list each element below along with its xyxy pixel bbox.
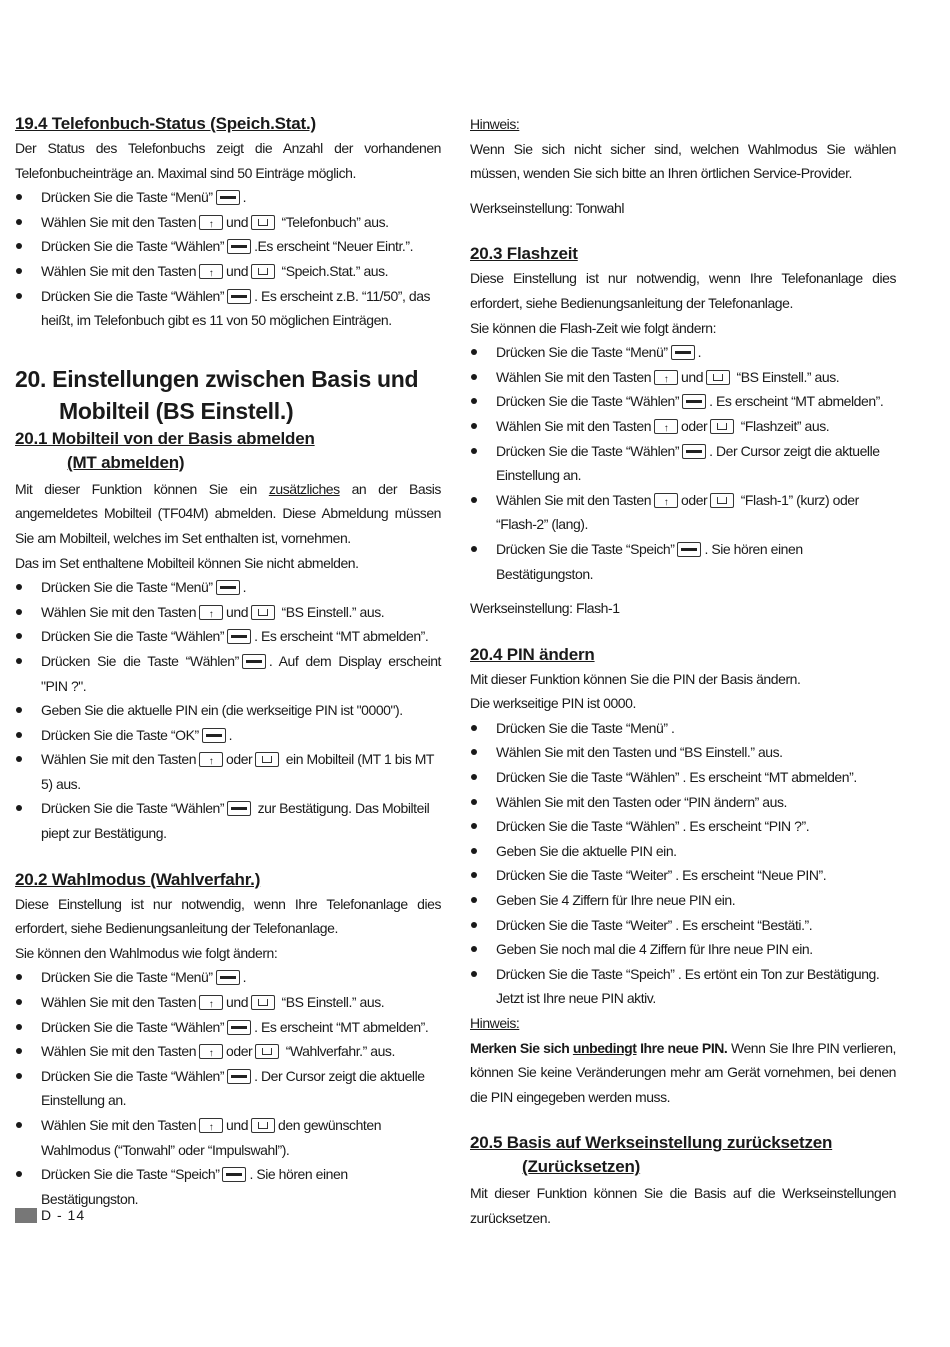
soft-key-icon [227, 1020, 251, 1035]
section-20-title [15, 363, 441, 427]
up-key-icon [199, 752, 223, 767]
soft-key-icon [216, 580, 240, 595]
list-item: Drücken Sie die Taste “Wählen” . Es erscheint “MT abmelden”. [15, 624, 441, 649]
section-19-4-list [15, 185, 441, 333]
list-item: Wählen Sie mit den Tasten↑ oder “Flash-1” (kurz) oder “Flash-2” (lang). [470, 488, 896, 537]
section-20-3-default: Werkseinstellung: Flash-1 [470, 600, 620, 617]
soft-key-icon [677, 542, 701, 557]
list-item: Wählen Sie mit den Tasten↑ und “Speich.Stat.” aus. [15, 259, 441, 284]
soft-key-icon [227, 801, 251, 816]
soft-key-icon [227, 629, 251, 644]
section-20-2-list [15, 965, 441, 1211]
list-item: Drücken Sie die Taste “Weiter” . Es erscheint “Neue PIN”. [470, 863, 896, 888]
list-item: Wählen Sie mit den Tasten↑ und “Telefonbuch” aus. [15, 210, 441, 235]
section-20-3-intro: Diese Einstellung ist nur notwendig, wenn Ihre Telefonanlage dies erfordert, siehe Bedienungsanleitung der Telefonanlage. [470, 270, 896, 311]
list-item: Drücken Sie die Taste “Wählen” . Der Cursor zeigt die aktuelle Einstellung an. [470, 439, 896, 488]
list-item: Drücken Sie die Taste “Wählen” . Es erscheint “PIN ?”. [470, 814, 896, 839]
note-1-default: Werkseinstellung: Tonwahl [470, 199, 624, 216]
list-item: Drücken Sie die Taste “Wählen” . Der Cursor zeigt die aktuelle Einstellung an. [15, 1064, 441, 1113]
section-19-4-intro: Der Status des Telefonbuchs zeigt die Anzahl der vorhandenen Telefonbucheinträge an. Maximal sind 50 Einträge möglich. [15, 140, 441, 181]
phonebook-key-icon [251, 1118, 275, 1133]
phonebook-key-icon [255, 1044, 279, 1059]
section-20-5-intro: Mit dieser Funktion können Sie die Basis auf die Werkseinstellungen zurücksetzen. [470, 1185, 896, 1226]
section-20-4-intro: Mit dieser Funktion können Sie die PIN der Basis ändern. [470, 670, 801, 687]
soft-key-icon [682, 444, 706, 459]
list-item: Drücken Sie die Taste “Speich” . Sie hören einen Bestätigungston. [470, 537, 896, 586]
section-20-1-title: 20.1 Mobilteil von der Basis abmelden (MT abmelden) [15, 428, 315, 472]
note-1-label: Hinweis: [470, 116, 520, 132]
page-number: D - 14 [41, 1207, 86, 1223]
note-2-label: Hinweis: [470, 1015, 520, 1031]
section-20-3-intro2: Sie können die Flash-Zeit wie folgt ändern: [470, 319, 717, 336]
list-item: Drücken Sie die Taste “Wählen” .Es erscheint “Neuer Eintr.”. [15, 234, 441, 259]
list-item: Wählen Sie mit den Tasten↑ oder “Wahlverfahr.” aus. [15, 1039, 441, 1064]
section-20-4-list [470, 716, 896, 1011]
section-20-2-title: 20.2 Wahlmodus (Wahlverfahr.) [15, 869, 261, 889]
list-item: Wählen Sie mit den Tasten↑ oder “Flashzeit” aus. [470, 414, 896, 439]
list-item: Wählen Sie mit den Tasten↑ und “BS Einstell.” aus. [470, 365, 896, 390]
list-item: Wählen Sie mit den Tasten↑ und “BS Einstell.” aus. [15, 600, 441, 625]
up-key-icon [199, 995, 223, 1010]
soft-key-icon [216, 190, 240, 205]
note-2-text: Merken Sie sich unbedingt Ihre neue PIN. Wenn Sie Ihre PIN verlieren, können Sie keine Veränderungen mehr am Gerät vornehmen, bei denen die PIN eingegeben werden muss. [470, 1039, 896, 1105]
list-item: Drücken Sie die Taste “Menü” . [470, 340, 896, 365]
soft-key-icon [202, 728, 226, 743]
left-column [15, 112, 441, 1211]
soft-key-icon [227, 239, 251, 254]
section-20-3-list [470, 340, 896, 586]
list-item: Wählen Sie mit den Tasten↑ und “BS Einstell.” aus. [15, 990, 441, 1015]
list-item: Wählen Sie mit den Tasten↑ oder ein Mobilteil (MT 1 bis MT 5) aus. [15, 747, 441, 796]
soft-key-icon [216, 970, 240, 985]
phonebook-key-icon [251, 215, 275, 230]
soft-key-icon [682, 394, 706, 409]
list-item: Geben Sie die aktuelle PIN ein. [470, 839, 896, 864]
section-20-4-intro2: Die werkseitige PIN ist 0000. [470, 695, 636, 712]
section-20-1-intro: Mit dieser Funktion können Sie ein zusätzliches an der Basis angemeldetes Mobilteil (TF04M) abmelden. Diese Abmeldung müssen Sie am Mobilteil, welches im Set enthalten ist, vornehmen. [15, 480, 441, 546]
page-footer [15, 1207, 85, 1223]
list-item: Geben Sie die aktuelle PIN ein (die werkseitige PIN ist "0000"). [15, 698, 441, 723]
phonebook-key-icon [710, 419, 734, 434]
section-20-1-list [15, 575, 441, 846]
section-19-4-title: 19.4 Telefonbuch-Status (Speich.Stat.) [15, 114, 316, 133]
phonebook-key-icon [251, 605, 275, 620]
note-1-text: Wenn Sie sich nicht sicher sind, welchen Wahlmodus Sie wählen müssen, wenden Sie sich bitte an Ihren örtlichen Service-Provider. [470, 140, 896, 182]
list-item: Drücken Sie die Taste “Menü” . [15, 575, 441, 600]
section-20-title-line2: Mobilteil (BS Einstell.) [59, 397, 294, 424]
list-item: Drücken Sie die Taste “Wählen” . Es erscheint “MT abmelden”. [470, 389, 896, 414]
section-20-1-intro2: Das im Set enthaltene Mobilteil können Sie nicht abmelden. [15, 554, 359, 571]
soft-key-icon [242, 654, 266, 669]
list-item: Drücken Sie die Taste “Speich” . Sie hören einen Bestätigungston. [15, 1162, 441, 1211]
list-item: Drücken Sie die Taste “Speich” . Es ertönt ein Ton zur Bestätigung. Jetzt ist Ihre neue PIN aktiv. [470, 962, 896, 1011]
section-20-2-intro2: Sie können den Wahlmodus wie folgt ändern: [15, 944, 278, 961]
list-item: Wählen Sie mit den Tasten oder “PIN ändern” aus. [470, 790, 896, 815]
phonebook-key-icon [255, 752, 279, 767]
soft-key-icon [222, 1167, 246, 1182]
list-item: Drücken Sie die Taste “Menü” . [15, 185, 441, 210]
list-item: Drücken Sie die Taste “Wählen” . Auf dem Display erscheint "PIN ?". [15, 649, 441, 698]
list-item: Wählen Sie mit den Tasten und “BS Einstell.” aus. [470, 740, 896, 765]
up-key-icon [199, 1118, 223, 1133]
phonebook-key-icon [710, 493, 734, 508]
section-20-5-title: 20.5 Basis auf Werkseinstellung zurücksetzen (Zurücksetzen) [470, 1133, 833, 1177]
soft-key-icon [227, 1069, 251, 1084]
up-key-icon [199, 605, 223, 620]
up-key-icon [654, 370, 678, 385]
list-item: Geben Sie noch mal die 4 Ziffern für Ihre neue PIN ein. [470, 937, 896, 962]
list-item: Drücken Sie die Taste “Wählen” . Es erscheint z.B. “11/50”, das heißt, im Telefonbuch gibt es 11 von 50 möglichen Einträgen. [15, 284, 441, 333]
page-marker-icon [15, 1208, 37, 1223]
list-item: Drücken Sie die Taste “Wählen” zur Bestätigung. Das Mobilteil piept zur Bestätigung. [15, 796, 441, 845]
list-item: Drücken Sie die Taste “Wählen” . Es erscheint “MT abmelden”. [15, 1015, 441, 1040]
up-key-icon [199, 1044, 223, 1059]
list-item: Drücken Sie die Taste “Menü” . [470, 716, 896, 741]
list-item: Drücken Sie die Taste “Weiter” . Es erscheint “Bestäti.”. [470, 913, 896, 938]
up-key-icon [654, 419, 678, 434]
phonebook-key-icon [706, 370, 730, 385]
up-key-icon [199, 264, 223, 279]
section-20-4-title: 20.4 PIN ändern [470, 644, 595, 664]
soft-key-icon [227, 289, 251, 304]
list-item: Geben Sie 4 Ziffern für Ihre neue PIN ein. [470, 888, 896, 913]
list-item: Wählen Sie mit den Tasten↑ und den gewünschten Wahlmodus (“Tonwahl” oder “Impulswahl”). [15, 1113, 441, 1162]
list-item: Drücken Sie die Taste “OK” . [15, 723, 441, 748]
list-item: Drücken Sie die Taste “Wählen” . Es erscheint “MT abmelden”. [470, 765, 896, 790]
up-key-icon [199, 215, 223, 230]
right-column [470, 112, 896, 1231]
section-20-2-intro: Diese Einstellung ist nur notwendig, wenn Ihre Telefonanlage dies erfordert, siehe Bedienungsanleitung der Telefonanlage. [15, 895, 441, 937]
soft-key-icon [671, 345, 695, 360]
section-20-title-line1: 20. Einstellungen zwischen Basis und [15, 365, 419, 392]
section-20-3-title: 20.3 Flashzeit [470, 244, 578, 264]
phonebook-key-icon [251, 995, 275, 1010]
up-key-icon [654, 493, 678, 508]
list-item: Drücken Sie die Taste “Menü” . [15, 965, 441, 990]
phonebook-key-icon [251, 264, 275, 279]
